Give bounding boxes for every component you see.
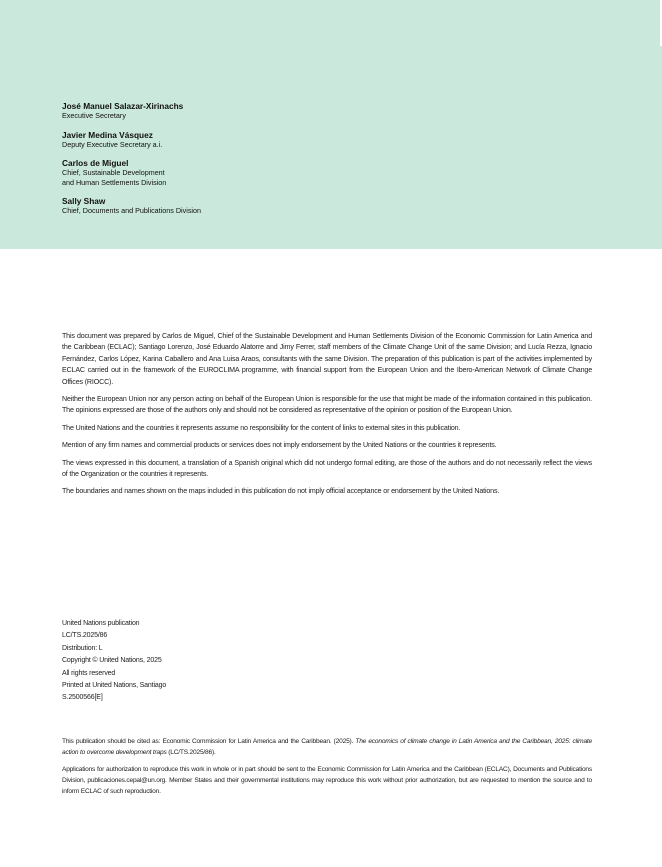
pub-info-line: United Nations publication bbox=[62, 620, 140, 627]
official-entry bbox=[62, 130, 462, 150]
official-title: Chief, Sustainable Development bbox=[62, 168, 165, 177]
paragraph-links-disclaimer: The United Nations and the countries it represents assume no responsibility for the content of links to external sites in this publication. bbox=[62, 423, 461, 432]
paragraph-endorsement-disclaimer: Mention of any firm names and commercial products or services does not imply endorsement by the United Nations or the countries it represents. bbox=[62, 441, 497, 450]
paragraph-views-disclaimer: The views expressed in this document, a translation of a Spanish original which did not undergo formal editing, are those of the authors and do not necessarily reflect the views of the Organization or the countries it represents. bbox=[62, 458, 592, 479]
citation-text bbox=[62, 736, 592, 758]
official-title: Executive Secretary bbox=[62, 111, 126, 120]
official-entry bbox=[62, 158, 462, 187]
officials-list bbox=[62, 101, 462, 216]
official-title: Deputy Executive Secretary a.i. bbox=[62, 139, 163, 149]
official-entry bbox=[62, 196, 462, 216]
official-title: and Human Settlements Division bbox=[62, 177, 167, 187]
header-band bbox=[0, 0, 662, 249]
pub-info-line: LC/TS.2025/86 bbox=[62, 632, 108, 640]
citation-title: The economics of climate change in Latin America and the Caribbean, 2025: climate action to overcome development traps bbox=[62, 738, 593, 756]
citation-block bbox=[62, 736, 592, 803]
disclaimer-text bbox=[62, 331, 592, 504]
citation-suffix: (LC/TS.2025/86). bbox=[166, 749, 216, 756]
authorization-text: Applications for authorization to reproduce this work in whole or in part should be sent to the Economic Commission for Latin America and the Caribbean (ECLAC), Documents and Publications Division, publicaciones.cepal@un.org. Member States and their governmental institutions may reproduce this work without prior authorization, but are requested to mention the source and to inform ECLAC of such reproduction. bbox=[62, 766, 592, 795]
official-name: Javier Medina Vásquez bbox=[62, 129, 153, 140]
citation-prefix: This publication should be cited as: Economic Commission for Latin America and the Caribbean. (2025). bbox=[62, 738, 356, 745]
pub-info-line: All rights reserved bbox=[62, 669, 116, 677]
pub-info-line: Copyright © United Nations, 2025 bbox=[62, 657, 162, 665]
pub-info-line: S.2500566[E] bbox=[62, 694, 103, 702]
official-title: Chief, Documents and Publications Division bbox=[62, 206, 202, 215]
paragraph-maps-disclaimer: The boundaries and names shown on the maps included in this publication do not imply official acceptance or endorsement by the United Nations. bbox=[62, 487, 500, 496]
official-name: José Manuel Salazar-Xirinachs bbox=[62, 101, 184, 111]
official-name: Sally Shaw bbox=[62, 196, 106, 206]
official-entry bbox=[62, 101, 462, 121]
paragraph-eu-disclaimer: Neither the European Union nor any person acting on behalf of the European Union is responsible for the use that might be made of the information contained in this publication. The opinions expressed are those of the authors only and should not be considered as representative of the opinion or position of the European Union. bbox=[62, 395, 592, 415]
pub-info-line: Printed at United Nations, Santiago bbox=[62, 682, 167, 690]
pub-info-line: Distribution: L bbox=[62, 644, 103, 652]
official-name: Carlos de Miguel bbox=[62, 158, 129, 168]
publication-info bbox=[62, 618, 362, 705]
paragraph-preparation: This document was prepared by Carlos de Miguel, Chief of the Sustainable Development and Human Settlements Division of the Economic Commission for Latin America and the Caribbean (ECLAC); Santiago Lorenzo, José Eduardo Alatorre and Jimy Ferrer, staff members of the Climate Change Unit of the same Division; and Lucía Rezza, Ignacio Fernández, Carlos López, Karina Caballero and Ana Luisa Araos, consultants with the same Division. The preparation of this publication is part of the activities implemented by ECLAC carried out in the framework of the EUROCLIMA programme, with financial support from the European Union and the Ibero-American Network of Climate Change Offices (RIOCC). bbox=[62, 332, 592, 386]
